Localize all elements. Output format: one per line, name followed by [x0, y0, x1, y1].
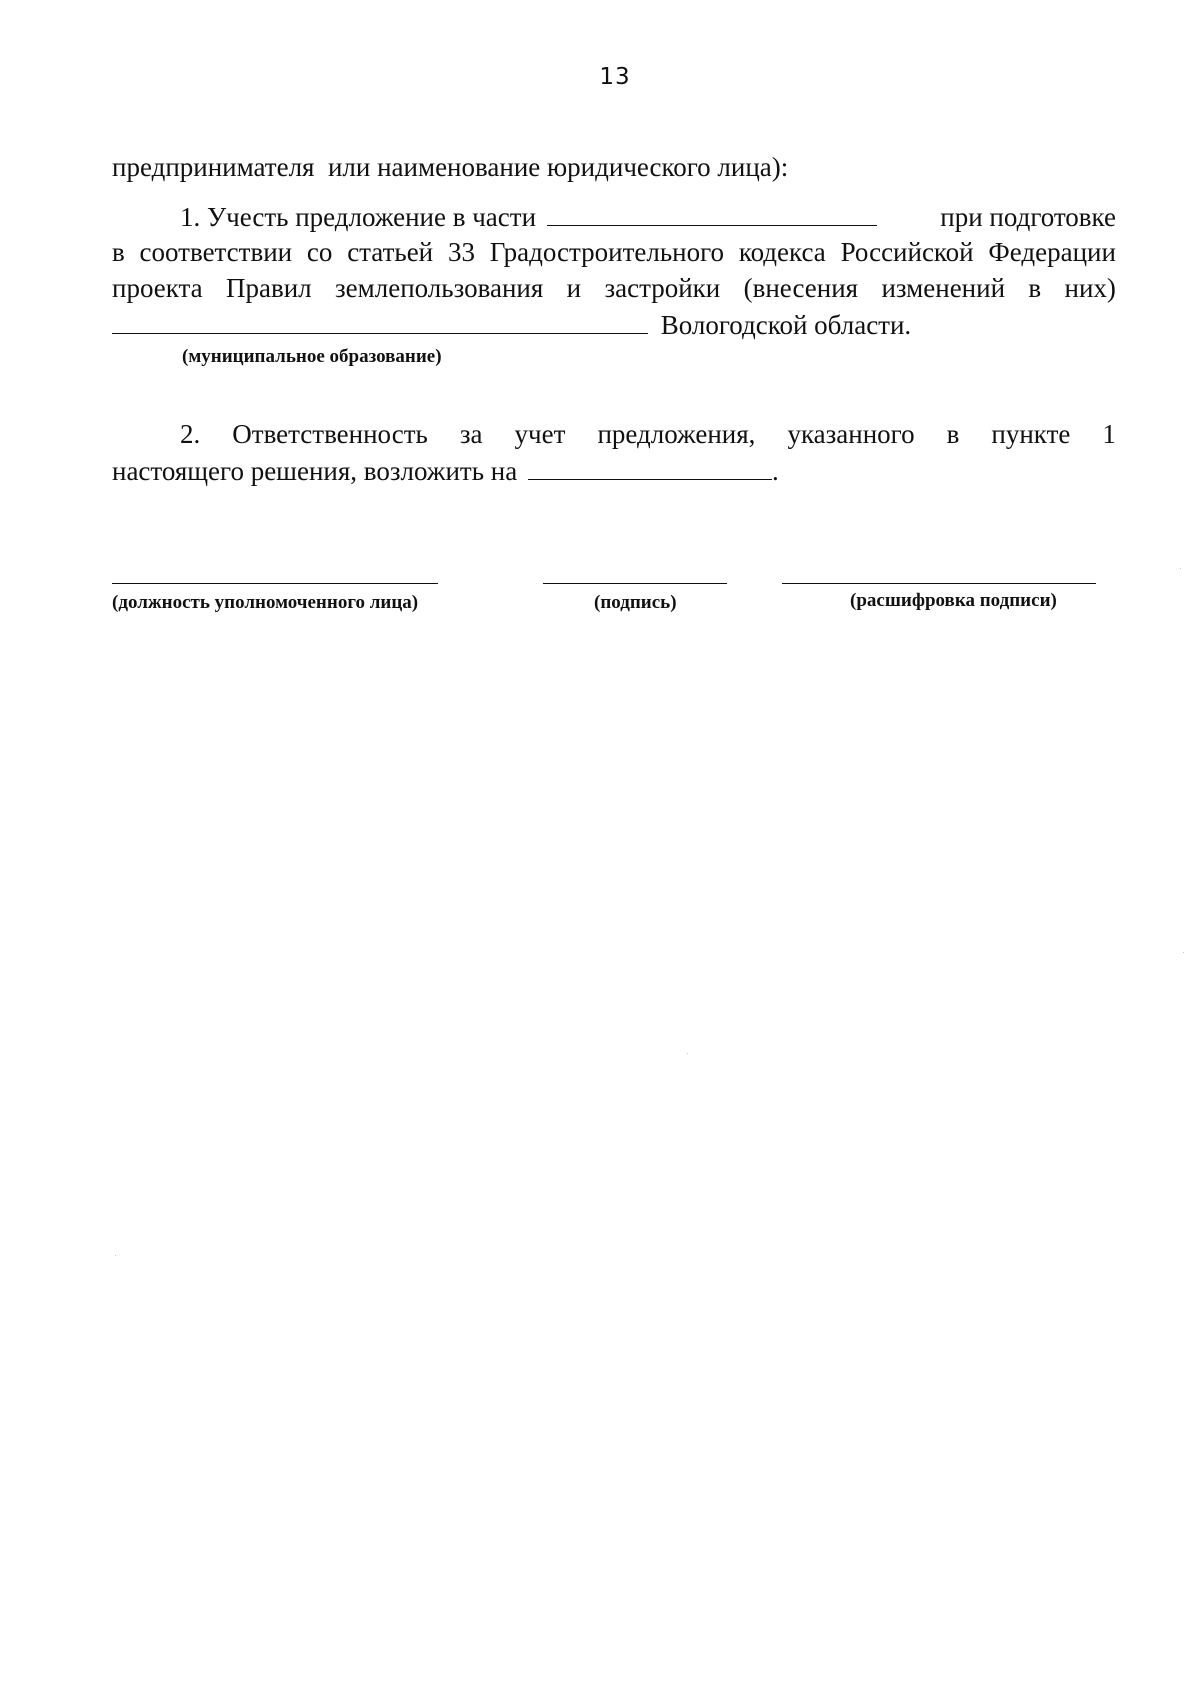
municipality-blank-field[interactable]: [112, 306, 648, 334]
item1-line3-word: проекта: [112, 273, 203, 303]
item1-line2-word: Градостроительного: [489, 237, 725, 267]
signature-line[interactable]: [543, 583, 727, 584]
item1-line2-word: Российской: [840, 237, 974, 267]
item1-line2-word: со: [306, 237, 333, 267]
item2-line1-word: в: [946, 419, 960, 449]
intro-line: [112, 149, 1116, 185]
item2-line1: [112, 416, 1116, 452]
item2-line2-before: настоящего решения, возложить на: [112, 456, 518, 486]
item1-line2-word: 33: [447, 237, 475, 267]
responsible-blank-field[interactable]: [528, 452, 772, 480]
scan-speck: [687, 1053, 688, 1054]
decoding-caption: (расшифровка подписи): [850, 590, 1057, 611]
part-blank-field[interactable]: [547, 198, 877, 226]
item1-line3-word: землепользования: [335, 273, 544, 303]
item1-line2-word: Федерации: [988, 237, 1116, 267]
position-caption: (должность уполномоченного лица): [112, 592, 419, 613]
item1-line2-word: в: [112, 237, 125, 267]
item1-line1: [112, 198, 1116, 234]
item1-line2-word: соответствии: [139, 237, 293, 267]
item1-line1-before: Учесть предложение в части: [207, 202, 537, 232]
scan-speck: [115, 1255, 116, 1256]
item1-line3-word: них): [1064, 273, 1116, 303]
item2-line1-word: учет: [514, 419, 566, 449]
scan-speck: [1180, 568, 1181, 569]
item1-line2-word: статьей: [347, 237, 434, 267]
item1-number: 1.: [180, 202, 201, 232]
item1-line3-word: изменений: [881, 273, 1006, 303]
item1-line3-word: застройки: [604, 273, 721, 303]
item1-line3-word: и: [566, 273, 582, 303]
item1-line3: [112, 270, 1116, 306]
item1-line2: [112, 234, 1116, 270]
item2-line1-word: 2.: [180, 419, 201, 449]
municipality-caption: (муниципальное образование): [182, 346, 442, 367]
item2-line1-word: за: [459, 419, 483, 449]
signature-caption: (подпись): [594, 592, 677, 613]
item2-line1-word: 1: [1102, 419, 1116, 449]
item2-line1-word: Ответственность: [232, 419, 428, 449]
item1-line1-start: [112, 198, 877, 235]
item1-line1-after: при подготовке: [940, 202, 1116, 232]
item1-line4-after: Вологодской области.: [660, 310, 912, 340]
intro-text: предпринимателя или наименование юридического лица):: [112, 152, 789, 182]
item2-line2: [112, 452, 1116, 488]
item2-line2-after: .: [771, 456, 779, 486]
item1-line3-word: Правил: [226, 273, 312, 303]
item1-line2-word: кодекса: [738, 237, 826, 267]
item2-line1-word: пункте: [991, 419, 1071, 449]
item1-line3-word: в: [1028, 273, 1042, 303]
page-number: 13: [599, 64, 631, 90]
item1-line4: [112, 306, 1116, 342]
decoding-signature-line[interactable]: [782, 583, 1096, 584]
position-signature-line[interactable]: [112, 583, 438, 584]
item1-line3-word: (внесения: [743, 273, 859, 303]
scan-speck: [1183, 952, 1184, 953]
item2-line1-word: предложения,: [597, 419, 756, 449]
item2-line1-word: указанного: [787, 419, 915, 449]
